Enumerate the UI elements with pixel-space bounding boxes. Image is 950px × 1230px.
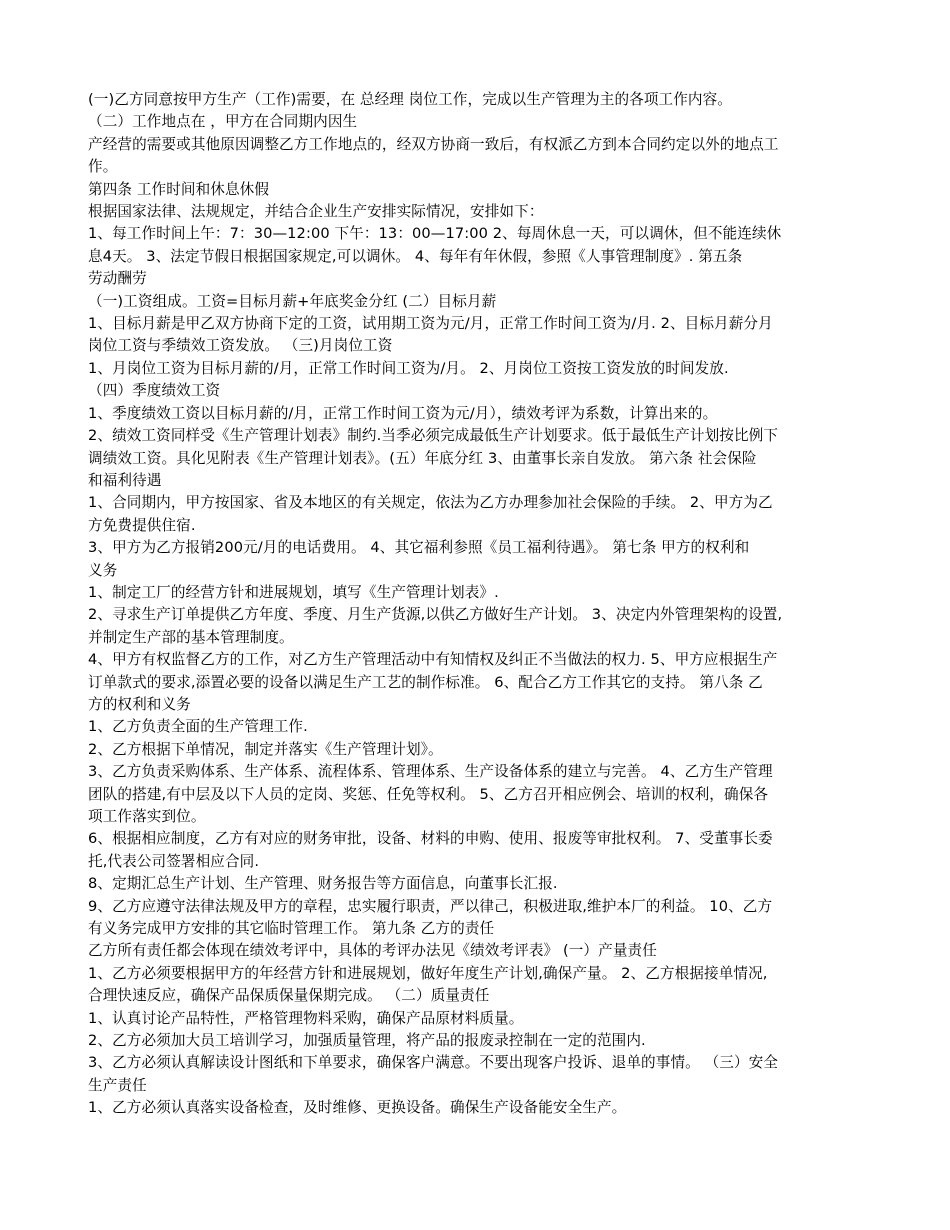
text-line: 乙方所有责任都会体现在绩效考评中，具体的考评办法见《绩效考评表》 (一）产量责任 bbox=[88, 942, 657, 960]
text-line: 有义务完成甲方安排的其它临时管理工作。 第九条 乙方的责任 bbox=[88, 920, 495, 938]
text-line: 6、根据相应制度，乙方有对应的财务审批，设备、材料的申购、使用、报废等审批权利。 7、受董事长委 bbox=[88, 830, 773, 848]
text-line: 4、甲方有权监督乙方的工作，对乙方生产管理活动中有知情权及纠正不当做法的权力. 5、甲方应根据生产 bbox=[88, 651, 778, 669]
text-line: 作。 bbox=[88, 158, 118, 176]
text-line: 8、定期汇总生产计划、生产管理、财务报告等方面信息，向董事长汇报. bbox=[88, 875, 558, 893]
text-line: 1、每工作时间上午：7：30—12:00 下午：13：00—17:00 2、每周休息一天，可以调休，但不能连续休 bbox=[88, 225, 782, 243]
text-line: 劳动酬劳 bbox=[88, 270, 147, 288]
text-line: 2、寻求生产订单提供乙方年度、季度、月生产货源,以供乙方做好生产计划。 3、决定内外管理架构的设置, bbox=[88, 606, 783, 624]
text-line: 岗位工资与季绩效工资发放。 （三)月岗位工资 bbox=[88, 337, 393, 355]
text-line: 并制定生产部的基本管理制度。 bbox=[88, 628, 294, 646]
text-line: 1、认真讨论产品特性，严格管理物料采购，确保产品原材料质量。 bbox=[88, 1009, 524, 1027]
text-line: 产经营的需要或其他原因调整乙方工作地点的，经双方协商一致后，有权派乙方到本合同约定以外的地点工 bbox=[88, 135, 779, 153]
text-line: 1、制定工厂的经营方针和进展规划，填写《生产管理计划表》. bbox=[88, 583, 499, 601]
text-line: 3、乙方负责采购体系、生产体系、流程体系、管理体系、生产设备体系的建立与完善。 4、乙方生产管理 bbox=[88, 763, 773, 781]
text-line: 和福利待遇 bbox=[88, 471, 162, 489]
text-line: 方免费提供住宿. bbox=[88, 516, 196, 534]
text-line: 第四条 工作时间和休息休假 bbox=[88, 180, 270, 198]
text-line: 托,代表公司签署相应合同. bbox=[88, 852, 260, 870]
text-line: 方的权利和义务 bbox=[88, 695, 191, 713]
text-line: 2、绩效工资同样受《生产管理计划表》制约.当季必须完成最低生产计划要求。低于最低生产计划按比例下 bbox=[88, 427, 779, 445]
text-line: 1、乙方必须认真落实设备检查，及时维修、更换设备。确保生产设备能安全生产。 bbox=[88, 1099, 627, 1117]
text-line: 1、乙方负责全面的生产管理工作. bbox=[88, 718, 308, 736]
text-line: 1、乙方必须要根据甲方的年经营方针和进展规划，做好年度生产计划,确保产量。 2、乙方根据接单情况, bbox=[88, 964, 768, 982]
text-line: 根据国家法律、法规规定，并结合企业生产安排实际情况，安排如下： bbox=[88, 203, 544, 221]
text-line: 9、乙方应遵守法律法规及甲方的章程，忠实履行职责，严以律己，积极进取,维护本厂的利益。 10、乙方 bbox=[88, 897, 773, 915]
text-line: 合理快速反应，确保产品保质保量保期完成。 （二）质量责任 bbox=[88, 987, 490, 1005]
text-line: 1、月岗位工资为目标月薪的/月，正常工作时间工资为/月。 2、月岗位工资按工资发放的时间发放. bbox=[88, 359, 729, 377]
text-line: 3、乙方必须认真解读设计图纸和下单要求，确保客户满意。不要出现客户投诉、退单的事情。 （三）安全 bbox=[88, 1054, 779, 1072]
text-line: （二）工作地点在 ，甲方在合同期内因生 bbox=[88, 113, 358, 131]
text-line: 1、季度绩效工资以目标月薪的/月，正常工作时间工资为元/月），绩效考评为系数，计算出来的。 bbox=[88, 404, 718, 422]
text-line: 3、甲方为乙方报销200元/月的电话费用。 4、其它福利参照《员工福利待遇》。 第七条 甲方的权利和 bbox=[88, 539, 750, 557]
text-line: 1、目标月薪是甲乙双方协商下定的工资，试用期工资为元/月，正常工作时间工资为/月. 2、目标月薪分月 bbox=[88, 315, 773, 333]
text-line: 生产责任 bbox=[88, 1076, 147, 1094]
text-line: 息4天。 3、法定节假日根据国家规定,可以调休。 4、每年有年休假，参照《人事管理制度》. 第五条 bbox=[88, 247, 743, 265]
text-line: 团队的搭建,有中层及以下人员的定岗、奖惩、任免等权利。 5、乙方召开相应例会、培训的权利，确保各 bbox=[88, 785, 769, 803]
text-line: 义务 bbox=[88, 561, 118, 579]
text-line: 2、乙方根据下单情况，制定并落实《生产管理计划》。 bbox=[88, 740, 443, 758]
text-line: （一)工资组成。工资=目标月薪+年底奖金分红 (二）目标月薪 bbox=[88, 292, 497, 310]
text-line: 1、合同期内，甲方按国家、省及本地区的有关规定，依法为乙方办理参加社会保险的手续。 2、甲方为乙 bbox=[88, 494, 773, 512]
text-line: 调绩效工资。具化见附表《生产管理计划表》。(五）年底分红 3、由董事长亲自发放。 第六条 社会保险 bbox=[88, 449, 757, 467]
contract-text-body bbox=[88, 89, 866, 1120]
text-line: 项工作落实到位。 bbox=[88, 808, 206, 825]
text-line: 2、乙方必须加大员工培训学习，加强质量管理，将产品的报废录控制在一定的范围内. bbox=[88, 1032, 646, 1050]
text-line: （四）季度绩效工资 bbox=[88, 382, 221, 400]
text-line: (一)乙方同意按甲方生产（工作)需要，在 总经理 岗位工作，完成以生产管理为主的各项工作内容。 bbox=[88, 91, 732, 108]
text-line: 订单款式的要求,添置必要的设备以满足生产工艺的制作标准。 6、配合乙方工作其它的支持。 第八条 乙 bbox=[88, 673, 763, 691]
